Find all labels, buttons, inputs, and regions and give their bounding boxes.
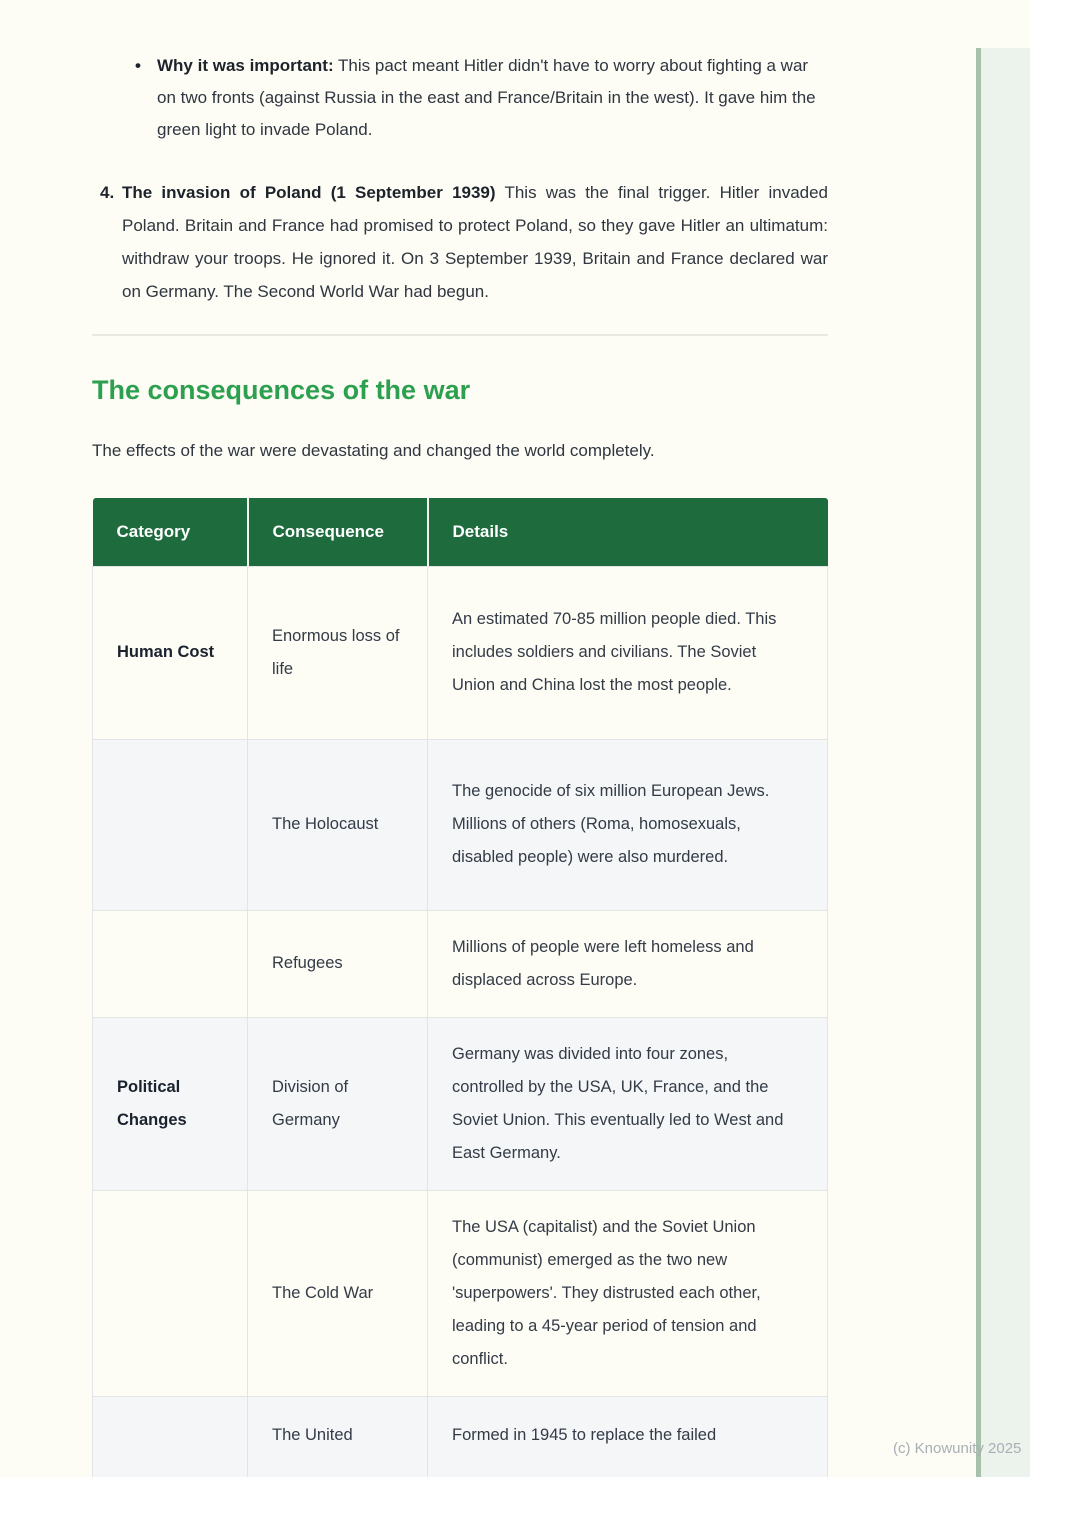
bullet-list-item (135, 50, 828, 146)
cell-details: Millions of people were left homeless and displaced across Europe. (428, 910, 828, 1017)
cell-category (93, 1190, 248, 1396)
cell-category (93, 739, 248, 910)
bullet-paragraph (157, 50, 828, 146)
section-heading: The consequences of the war (92, 375, 471, 405)
cell-consequence: Enormous loss of life (248, 566, 428, 739)
column-header-consequence: Consequence (248, 498, 428, 566)
bullet-text: This pact meant Hitler didn't have to worry about fighting a war on two fronts (against Russia in the east and France/Britain in the west). It gave him the green light to invade Poland. (157, 56, 816, 139)
cell-consequence: The Cold War (248, 1190, 428, 1396)
column-header-details: Details (428, 498, 828, 566)
cell-category (93, 910, 248, 1017)
cell-consequence: The United (248, 1396, 428, 1477)
cell-consequence: Division of Germany (248, 1017, 428, 1190)
cell-category (93, 1396, 248, 1477)
copyright-watermark: (c) Knowunity 2025 (893, 1440, 1022, 1457)
table-row (93, 1017, 828, 1190)
numbered-list-item-4 (100, 176, 828, 308)
table-row (93, 566, 828, 739)
bullet-icon: • (135, 56, 141, 75)
column-header-category: Category (93, 498, 248, 566)
numbered-paragraph (122, 176, 828, 308)
cell-details: Formed in 1945 to replace the failed (428, 1396, 828, 1477)
table-row (93, 1190, 828, 1396)
list-number: 4. (100, 183, 115, 202)
section-intro: The effects of the war were devastating and changed the world completely. (92, 441, 655, 460)
cell-details: The genocide of six million European Jews. Millions of others (Roma, homosexuals, disabled people) were also murdered. (428, 739, 828, 910)
table-row (93, 739, 828, 910)
page-accent-panel (981, 48, 1030, 1477)
bullet-bold-lead: Why it was important: (157, 56, 334, 75)
table-row-clipped (93, 1396, 828, 1477)
cell-details: Germany was divided into four zones, controlled by the USA, UK, France, and the Soviet Union. This eventually led to West and East Germany. (428, 1017, 828, 1190)
cell-consequence: Refugees (248, 910, 428, 1017)
cell-details: An estimated 70-85 million people died. This includes soldiers and civilians. The Soviet Union and China lost the most people. (428, 566, 828, 739)
cell-category: Human Cost (93, 566, 248, 739)
table-row (93, 910, 828, 1017)
cell-consequence: The Holocaust (248, 739, 428, 910)
table-header-row (93, 498, 828, 566)
cell-details: The USA (capitalist) and the Soviet Union (communist) emerged as the two new 'superpowers'. They distrusted each other, leading to a 45-year period of tension and conflict. (428, 1190, 828, 1396)
numbered-bold-lead: The invasion of Poland (1 September 1939) (122, 183, 496, 202)
cell-category: Political Changes (93, 1017, 248, 1190)
numbered-text: This was the final trigger. Hitler invaded Poland. Britain and France had promised to protect Poland, so they gave Hitler an ultimatum: withdraw your troops. He ignored it. On 3 September 1939, Britain and France declared war on Germany. The Second World War had begun. (122, 183, 829, 301)
section-divider (92, 334, 828, 336)
consequences-table (92, 498, 828, 1477)
page-content (92, 0, 828, 1477)
